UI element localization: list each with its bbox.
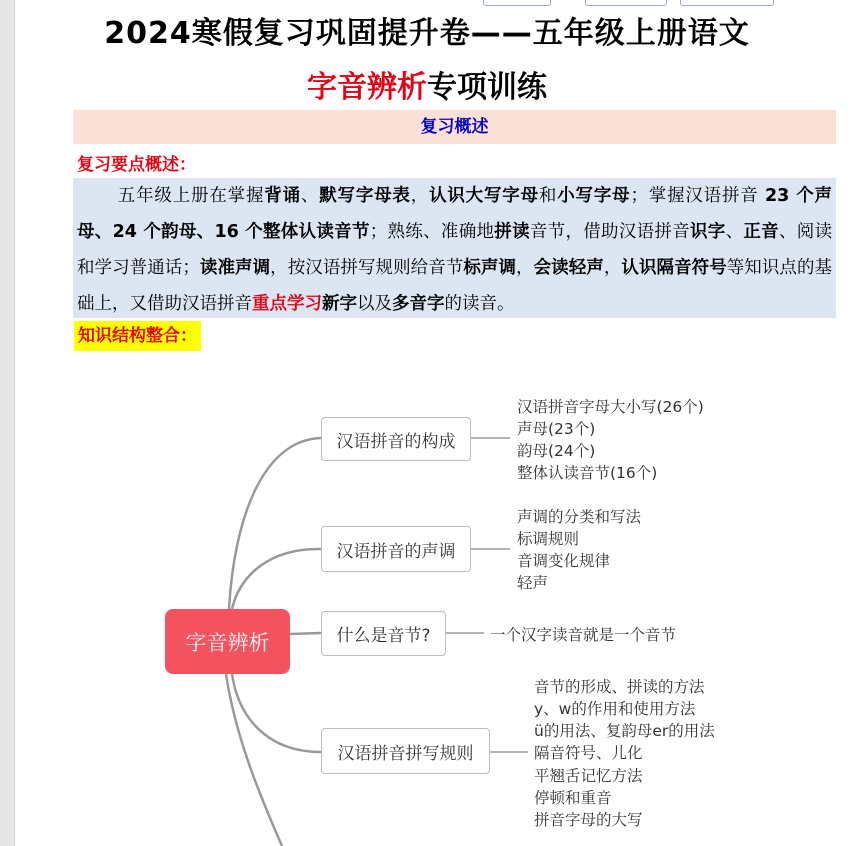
para-bold: 会读轻声 — [533, 258, 604, 278]
section1-heading: 复习要点概述： — [77, 155, 196, 175]
para-text: 、 — [725, 222, 744, 242]
leaf-item: 停顿和重音 — [534, 789, 612, 807]
para-bold: 多音字 — [392, 294, 445, 314]
leaf-item: 声母(23个) — [517, 420, 596, 438]
para-text: 和 — [538, 186, 558, 206]
para-text: 的读音。 — [444, 294, 515, 314]
section2-heading: 知识结构整合： — [74, 321, 201, 351]
para-text: 等知识点的基础上，又借助汉语拼音 — [77, 258, 833, 314]
para-bold: 背诵 — [264, 186, 301, 206]
leaf-item: 韵母(24个) — [517, 442, 596, 460]
leaf-item: 整体认读音节(16个) — [517, 464, 658, 482]
para-text: 、阅读和学习普通话； — [77, 222, 833, 278]
para-bold: 拼读 — [494, 222, 530, 242]
leaf-item: 平翘舌记忆方法 — [534, 767, 643, 785]
leaf-item: 音节的形成、拼读的方法 — [534, 678, 705, 696]
leaf-item: 声调的分类和写法 — [517, 508, 642, 526]
para-bold: 小写字母 — [557, 186, 631, 206]
para-text: 以及 — [357, 294, 392, 314]
para-bold: 23 个声母、24 个韵母、16 个整体认读音节 — [77, 186, 833, 242]
para-bold: 标声调 — [463, 258, 517, 278]
para-text: ， — [603, 258, 622, 278]
branch-syllable: 什么是音节? — [321, 611, 446, 656]
connector-branch-3 — [290, 633, 321, 634]
leaf-item: 一个汉字读音就是一个音节 — [490, 626, 677, 644]
para-text: 、 — [300, 186, 320, 206]
para-bold: 识字 — [690, 222, 726, 242]
page-title: 2024寒假复习巩固提升卷——五年级上册语文 — [104, 16, 750, 51]
connector-branch-4 — [232, 674, 321, 752]
para-text: ；熟练、准确地 — [369, 222, 495, 242]
leaf-item: 标调规则 — [517, 530, 580, 548]
branch-pinyin-composition: 汉语拼音的构成 — [321, 417, 471, 461]
para-bold: 正音 — [743, 222, 779, 242]
para-bold: 认识隔音符号 — [621, 258, 727, 278]
subtitle-rest: 专项训练 — [427, 70, 547, 105]
leaf-item: 轻声 — [517, 574, 549, 592]
para-bold: 读准声调 — [199, 258, 271, 278]
leaf-item: 隔音符号、儿化 — [534, 744, 643, 762]
branch-pinyin-tones: 汉语拼音的声调 — [321, 526, 471, 572]
leaf-item: 拼音字母的大写 — [534, 811, 643, 829]
connector-branch-5 — [226, 674, 282, 846]
leaf-item: ü的用法、复韵母er的用法 — [534, 722, 715, 740]
para-red: 重点学习 — [252, 294, 322, 314]
connector-branch-2 — [232, 549, 321, 609]
para-text: ， — [410, 186, 430, 206]
para-text: ， — [516, 258, 534, 278]
leaf-item: 音调变化规律 — [517, 552, 611, 570]
para-text: ；掌握汉语拼音 — [630, 186, 765, 206]
subtitle-highlight: 字音辨析 — [307, 70, 427, 105]
leaf-item: y、w的作用和使用方法 — [534, 700, 696, 718]
para-text: 五年级上册在掌握 — [117, 186, 265, 206]
para-bold: 新字 — [322, 294, 357, 314]
branch-spelling-rules: 汉语拼音拼写规则 — [321, 728, 490, 774]
para-text: 音节，借助汉语拼音 — [529, 222, 690, 242]
para-text: ，按汉语拼写规则给音节 — [270, 258, 464, 278]
overview-bar: 复习概述 — [73, 110, 836, 144]
leaf-item: 汉语拼音字母大小写(26个) — [517, 398, 704, 416]
para-bold: 认识大写字母 — [429, 186, 539, 206]
mindmap-root: 字音辨析 — [165, 609, 290, 674]
para-bold: 默写字母表 — [319, 186, 411, 206]
